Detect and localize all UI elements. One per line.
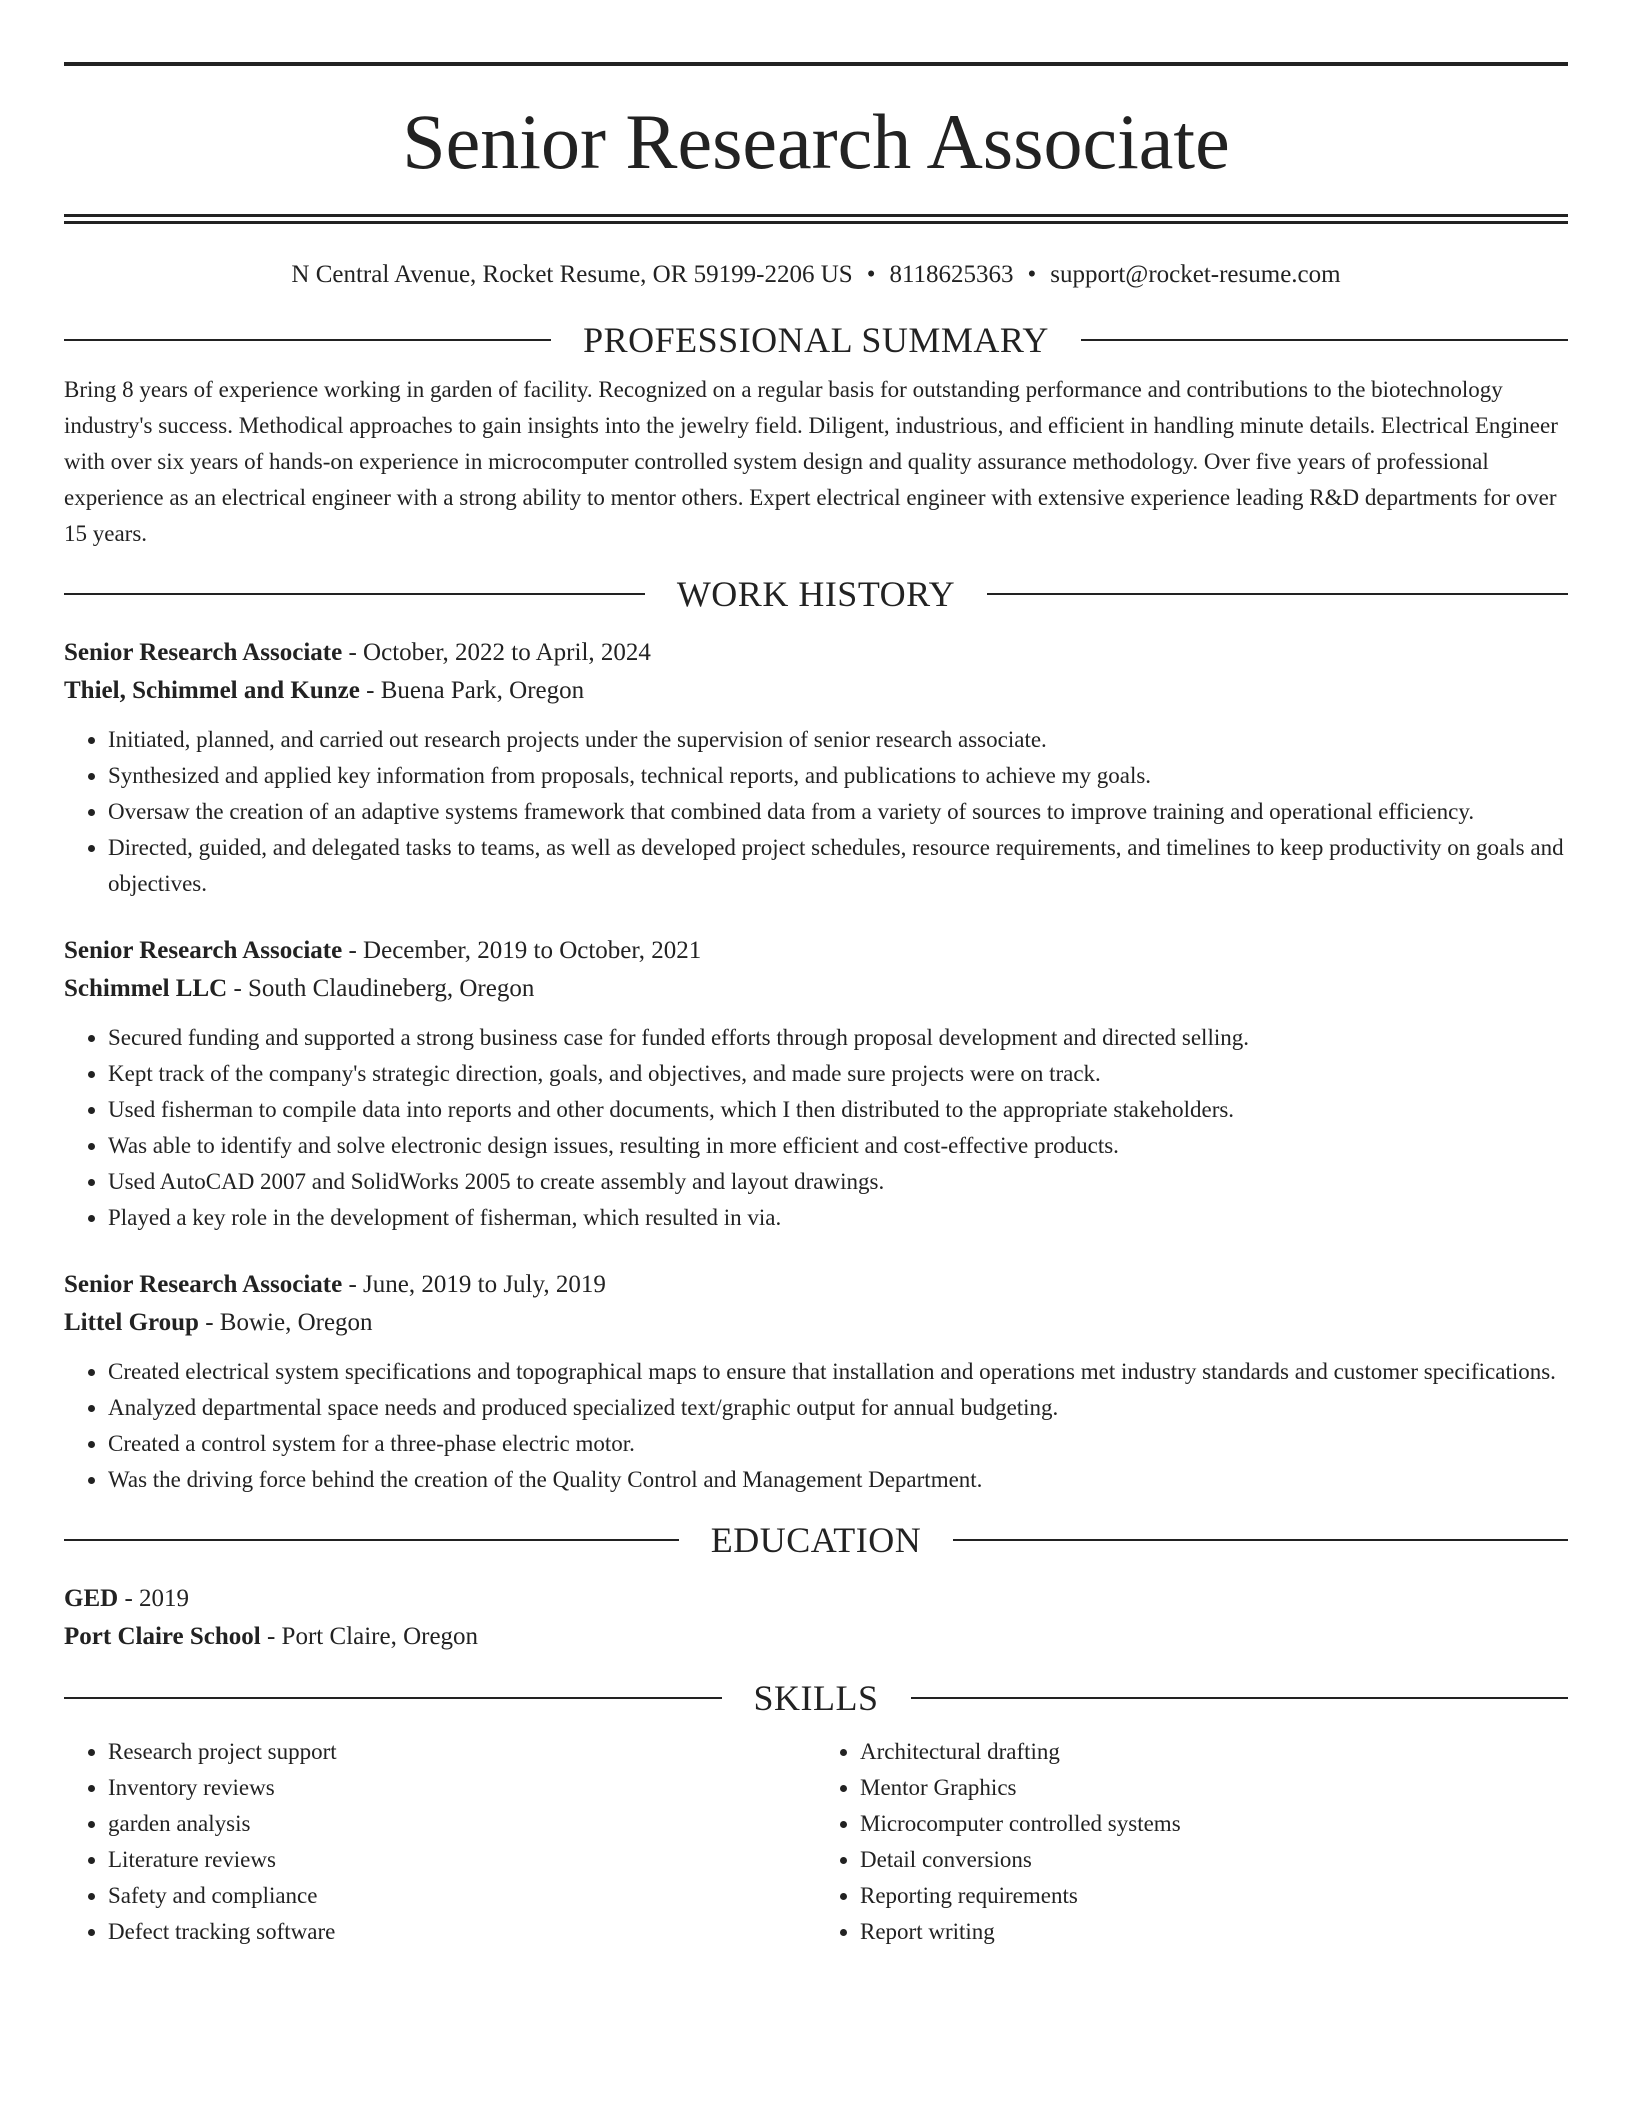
skill-item: • Microcomputer controlled systems [860, 1806, 1568, 1842]
skill-item: • Defect tracking software [108, 1914, 816, 1950]
skill-item: • garden analysis [108, 1806, 816, 1842]
contact-line [64, 258, 1568, 292]
heading-rule-left [64, 1697, 722, 1699]
skill-item: • Inventory reviews [108, 1770, 816, 1806]
job-dates: - June, 2019 to July, 2019 [342, 1271, 606, 1298]
resume-name: Senior Research Associate [402, 98, 1230, 185]
job-bullet: • Used AutoCAD 2007 and SolidWorks 2005 to create assembly and layout drawings. [108, 1164, 1568, 1200]
job-company-line [64, 970, 1568, 1008]
education-location: - Port Claire, Oregon [260, 1623, 479, 1650]
job-title: Senior Research Associate [64, 639, 343, 666]
work-heading [64, 572, 1568, 616]
job-entry [64, 634, 1568, 902]
skill-item: • Reporting requirements [860, 1878, 1568, 1914]
job-dates: - December, 2019 to October, 2021 [342, 937, 702, 964]
job-title: Senior Research Associate [64, 937, 343, 964]
skills-heading [64, 1676, 1568, 1720]
job-bullet: • Was the driving force behind the creation of the Quality Control and Management Department. [108, 1462, 1568, 1498]
contact-separator: • [866, 261, 876, 288]
heading-rule-left [64, 593, 645, 595]
job-title-line [64, 1266, 1568, 1304]
job-bullet: • Oversaw the creation of an adaptive systems framework that combined data from a variety of sources to improve training and operational efficiency. [108, 794, 1568, 830]
contact-separator: • [1027, 261, 1037, 288]
skill-item: • Architectural drafting [860, 1734, 1568, 1770]
job-company: Littel Group [64, 1309, 199, 1336]
job-entry [64, 932, 1568, 1236]
job-bullet: • Created a control system for a three-phase electric motor. [108, 1426, 1568, 1462]
skill-item: • Report writing [860, 1914, 1568, 1950]
job-bullet: • Directed, guided, and delegated tasks to teams, as well as developed project schedules, resource requirements, and timelines to keep productivity on goals and objectives. [108, 830, 1568, 902]
summary-heading-title: PROFESSIONAL SUMMARY [583, 320, 1049, 360]
job-dates: - October, 2022 to April, 2024 [342, 639, 651, 666]
skills-list-right [816, 1734, 1568, 1950]
education-heading-title: EDUCATION [710, 1520, 922, 1560]
job-bullet: • Used fisherman to compile data into reports and other documents, which I then distributed to the appropriate stakeholders. [108, 1092, 1568, 1128]
job-company: Schimmel LLC [64, 975, 228, 1002]
double-rule [64, 214, 1568, 224]
skill-item: • Mentor Graphics [860, 1770, 1568, 1806]
heading-rule-right [1081, 339, 1568, 341]
skill-item: • Literature reviews [108, 1842, 816, 1878]
education-heading [64, 1518, 1568, 1562]
job-location: - Bowie, Oregon [198, 1309, 373, 1336]
skills-heading-title: SKILLS [753, 1678, 879, 1718]
heading-rule-left [64, 1539, 679, 1541]
job-title: Senior Research Associate [64, 1271, 343, 1298]
contact-address: N Central Avenue, Rocket Resume, OR 59199-2206 US [291, 261, 853, 288]
contact-phone: 8118625363 [889, 261, 1014, 288]
heading-rule-right [911, 1697, 1569, 1699]
education-school-line [64, 1618, 1568, 1656]
top-rule [64, 62, 1568, 66]
work-heading-title: WORK HISTORY [676, 574, 956, 614]
heading-rule-right [953, 1539, 1568, 1541]
job-bullet: • Initiated, planned, and carried out research projects under the supervision of senior research associate. [108, 722, 1568, 758]
job-bullets [64, 1020, 1568, 1236]
education-degree: GED [64, 1585, 119, 1612]
job-bullet: • Secured funding and supported a strong business case for funded efforts through proposal development and directed selling. [108, 1020, 1568, 1056]
heading-rule-right [987, 593, 1568, 595]
job-location: - Buena Park, Oregon [359, 677, 585, 704]
job-bullets [64, 1354, 1568, 1498]
contact-email: support@rocket-resume.com [1050, 261, 1341, 288]
education-year: - 2019 [118, 1585, 190, 1612]
education-school: Port Claire School [64, 1623, 261, 1650]
job-location: - South Claudineberg, Oregon [227, 975, 535, 1002]
skills-columns [64, 1734, 1568, 1950]
job-bullet: • Analyzed departmental space needs and produced specialized text/graphic output for annual budgeting. [108, 1390, 1568, 1426]
heading-rule-left [64, 339, 551, 341]
job-bullet: • Was able to identify and solve electronic design issues, resulting in more efficient and cost-effective products. [108, 1128, 1568, 1164]
summary-text: Bring 8 years of experience working in garden of facility. Recognized on a regular basis for outstanding performance and contributions to the biotechnology industry's success. Methodical approaches to gain insights into the jewelry field. Diligent, industrious, and efficient in handling minute details. Electrical Engineer with over six years of hands-on experience in microcomputer controlled system design and quality assurance methodology. Over five years of professional experience as an electrical engineer with a strong ability to mentor others. Expert electrical engineer with extensive experience leading R&D departments for over 15 years. [64, 377, 1558, 546]
education-entry [64, 1580, 1568, 1656]
job-company-line [64, 672, 1568, 710]
skill-item: • Detail conversions [860, 1842, 1568, 1878]
skill-item: • Safety and compliance [108, 1878, 816, 1914]
skills-list-left [64, 1734, 816, 1950]
job-title-line [64, 932, 1568, 970]
summary-heading [64, 318, 1568, 362]
job-bullet: • Synthesized and applied key information from proposals, technical reports, and publications to achieve my goals. [108, 758, 1568, 794]
job-bullet: • Created electrical system specifications and topographical maps to ensure that installation and operations met industry standards and customer specifications. [108, 1354, 1568, 1390]
job-company: Thiel, Schimmel and Kunze [64, 677, 360, 704]
job-entry [64, 1266, 1568, 1498]
education-degree-line [64, 1580, 1568, 1618]
skill-item: • Research project support [108, 1734, 816, 1770]
job-bullet: • Kept track of the company's strategic direction, goals, and objectives, and made sure projects were on track. [108, 1056, 1568, 1092]
job-company-line [64, 1304, 1568, 1342]
job-bullet: • Played a key role in the development of fisherman, which resulted in via. [108, 1200, 1568, 1236]
job-bullets [64, 722, 1568, 902]
job-title-line [64, 634, 1568, 672]
